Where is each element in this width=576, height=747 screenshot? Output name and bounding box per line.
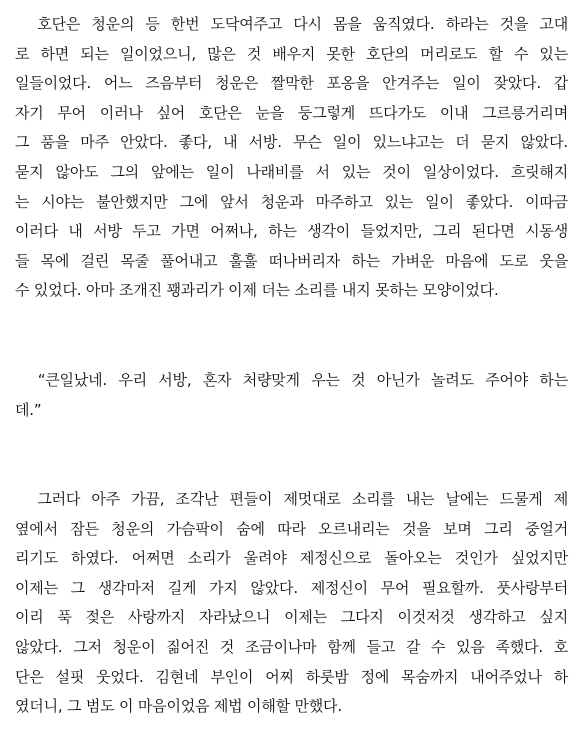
text-line: 이리 푹 젖은 사랑까지 자라났으니 이제는 그다지 이것저것 생각하고 싶지 bbox=[15, 608, 568, 627]
text-line: 이러다 내 서방 두고 가면 어쩌나, 하는 생각이 들었지만, 그리 된다면 시동생 bbox=[15, 222, 568, 241]
text-line: 옆에서 잠든 청운의 가슴팍이 숨에 따라 오르내리는 것을 보며 그리 중얼거 bbox=[15, 519, 568, 538]
text-line: 는 시야는 불안했지만 그에 앞서 청운과 마주하고 있는 일이 좋았다. 이따금 bbox=[15, 192, 568, 211]
text-line: 묻지 않아도 그의 앞에는 일이 나래비를 서 있는 것이 일상이었다. 흐릿해지 bbox=[15, 162, 568, 181]
text-line: 리기도 하였다. 어쩌면 소리가 울려야 제정신으로 돌아오는 것인가 싶었지만 bbox=[15, 549, 568, 568]
text-line: 로 하면 되는 일이었으니, 많은 것 배우지 못한 호단의 머리로도 할 수 있는 bbox=[15, 44, 568, 63]
text-line: 않았다. 그저 청운이 짊어진 것 조금이나마 함께 들고 갈 수 있음 족했다. 호 bbox=[15, 637, 568, 656]
text-line: 들 목에 걸린 목줄 풀어내고 훌훌 떠나버리자 하는 가벼운 마음에 도로 웃을 bbox=[15, 251, 568, 270]
text-line: 였더니, 그 범도 이 마음이었음 제법 이해할 만했다. bbox=[15, 697, 342, 716]
text-line: 단은 설핏 웃었다. 김현네 부인이 어찌 하룻밤 정에 목숨까지 내어주었나 하 bbox=[15, 667, 568, 686]
text-line: 호단은 청운의 등 한번 도닥여주고 다시 몸을 움직였다. 하라는 것을 고대 bbox=[15, 15, 568, 33]
text-line: “큰일났네. 우리 서방, 혼자 처량맞게 우는 것 아닌가 놀려도 주어야 하는 bbox=[15, 371, 568, 389]
text-line: 그러다 아주 가끔, 조각난 편들이 제멋대로 소리를 내는 날에는 드물게 제 bbox=[15, 490, 568, 508]
text-line: 자기 무어 이러나 싶어 호단은 눈을 둥그렇게 뜨다가도 이내 그르릉거리며 bbox=[15, 103, 568, 122]
text-line: 이제는 그 생각마저 길게 가지 않았다. 제정신이 무어 필요할까. 풋사랑부터 bbox=[15, 578, 568, 597]
text-line: 데.” bbox=[15, 400, 42, 419]
text-line: 그 품을 마주 안았다. 좋다, 내 서방. 무슨 일이 있느냐고는 더 묻지 않았다. bbox=[15, 133, 568, 152]
text-line: 수 있었다. 아마 조개진 꽹과리가 이제 더는 소리를 내지 못하는 모양이었다. bbox=[15, 281, 499, 300]
paragraph-2-dialogue bbox=[15, 366, 568, 425]
paragraph-1 bbox=[15, 10, 568, 306]
paragraph-3 bbox=[15, 485, 568, 722]
text-line: 일들이었다. 어느 즈음부터 청운은 짤막한 포옹을 안겨주는 일이 잦았다. 갑 bbox=[15, 74, 568, 93]
